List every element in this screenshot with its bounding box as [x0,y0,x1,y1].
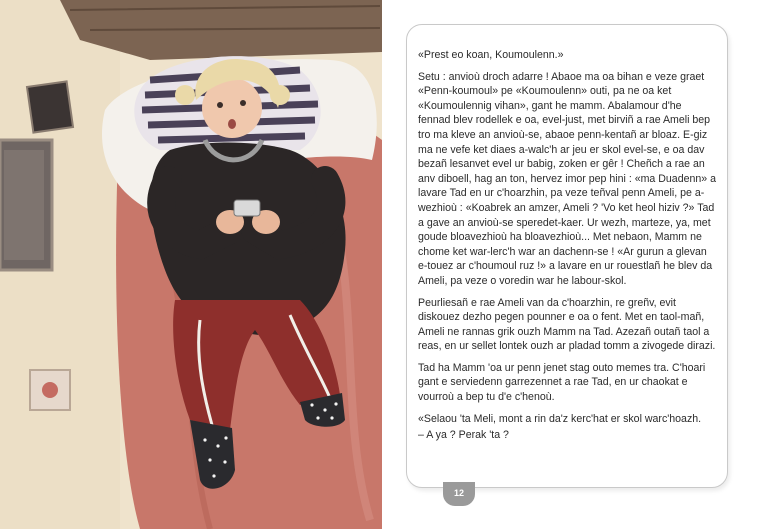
story-text [418,48,716,450]
paragraph-5: «Selaou 'ta Meli, mont a rin da'z kerc'hat er skol warc'hoazh. [418,412,702,425]
text-page [382,0,760,529]
page-number: 12 [453,488,464,498]
paragraph-1: «Prest eo koan, Koumoulenn.» [418,49,564,61]
paragraph-2: Setu : anvioù droch adarre ! Abaoe ma oa bihan e veze graet «Penn-koumoul» pe «Koumoulenn» outi, pa ne oa ket «Koumoulennig vihan», gant he mamm. Abalamour d'he fennad blev rodellek e oa, evel-just, met birviñ a rae Ameli bep tro ma kleve an anvioù-se, abaoe penn-kentañ ar bloaz. E-giz ma ne vefe ket diaes a-walc'h ar jeu er skol evel-se, e oa dav bezañ lesanvet evel ur babig, zoken er gêr ! Cheñch a rae an anv diboell, hag an ton, hervez imor pep hini : «ma Duadenn» a lavare Tad en ur c'hoarzhin, pa veze teñval penn Ameli, pe a-wezhioù : «Koabrek an amzer, Ameli ? 'Vo ket heol hiziv ?» Tad a gave an anvioù-se speredet-kaer. Ur wezh, marteze, ya, met goude bloavezhioù ha bloavezhioù... Met nebaon, Mamm ne chome ket war-lerc'h war an dachenn-se ! «Ar gurun a glevan e-touez ar c'houmoul ruz !» a lavare en ur rouestlañ he blev da Ameli, pa veze o voredin war he labour-skol. [418,70,716,287]
paragraph-3: Peurliesañ e rae Ameli van da c'hoarzhin, re greñv, evit diskouez dezho pegen pounner e oa o fent. Met en taol-mañ, Ameli ne rannas grik ouzh Mamm na Tad. Azezañ outañ taol a reas, en ur sellet lontek ouzh ar pladad tomm a zivogede dirazi. [418,296,716,353]
paragraph-4: Tad ha Mamm 'oa ur penn jenet stag outo memes tra. C'hoari gant e serviedenn garrezennet a rae Tad, en ur chaokat e vourroù a bep tu d'e c'henoù. [418,361,706,404]
wall-picture-top [27,81,73,132]
phone [234,200,260,216]
paragraph-6: – A ya ? Perak 'ta ? [418,429,509,442]
